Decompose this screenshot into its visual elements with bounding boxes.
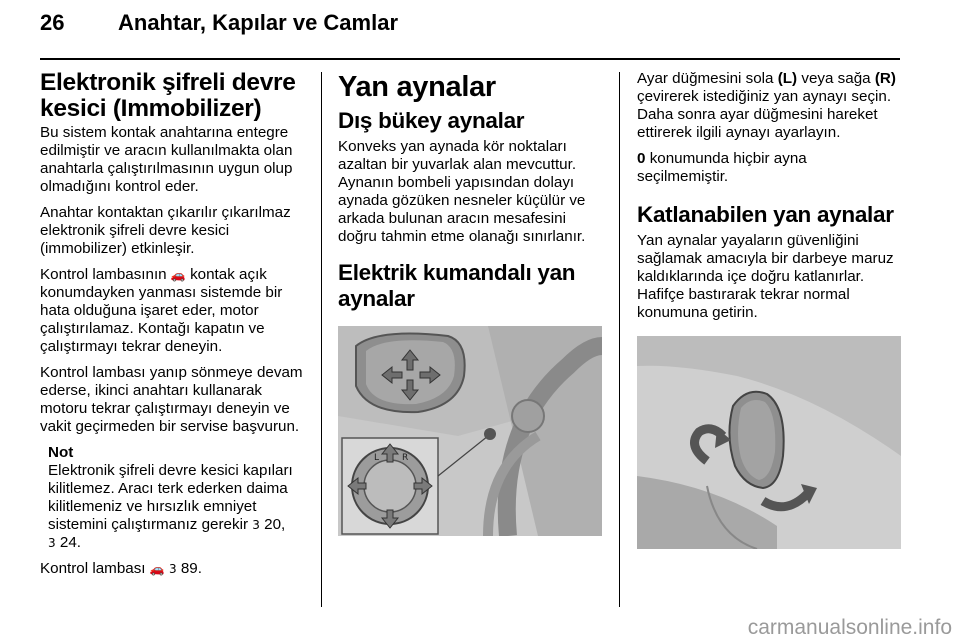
mirror-control-illustration — [338, 326, 602, 536]
immobilizer-paragraph-1: Bu sistem kontak anahtarına entegre edilmiştir ve aracın kullanılmakta olan anahtarla çalıştırılmasının uygun olup olmadığını kontrol eder. — [40, 124, 293, 195]
immobilizer-paragraph-5 — [40, 560, 308, 578]
immobilizer-paragraph-3 — [40, 266, 308, 356]
column-mirror-adjust — [637, 70, 901, 549]
key-warning-icon: 🚗 — [170, 268, 186, 282]
note-ref-2[interactable]: 24. — [59, 534, 81, 551]
convex-mirrors-paragraph: Konveks yan aynada kör noktaları azaltan bir yuvarlak alan mevcuttur. Aynanın bombeli yapısından dolayı aynada gözüken nesneler küçülür ve arkada bulunan aracın mesafesini doğru tahmin etme olanağı sınırlanır. — [338, 138, 586, 245]
reference-arrow-icon: 3 — [168, 562, 177, 576]
chapter-title: Anahtar, Kapılar ve Camlar — [118, 10, 399, 35]
column-divider-left — [321, 72, 322, 607]
watermark: carmanualsonline.info — [747, 616, 952, 639]
zero-label: 0 — [637, 150, 646, 167]
adjust-text-c: veya sağa — [801, 70, 871, 87]
knob-label-right: R — [402, 453, 409, 463]
folding-mirrors-paragraph: Yan aynalar yayaların güvenliğini sağlamak amacıyla bir darbeye maruz kaldıklarında içe doğru katlanırlar. Hafifçe bastırarak tekrar normal konumuna getirin. — [637, 232, 894, 321]
folding-mirror-figure — [637, 336, 901, 549]
p5-ref[interactable]: 89. — [180, 560, 202, 577]
p5-text: Kontrol lambası — [40, 560, 146, 577]
folding-mirrors-heading: Katlanabilen yan aynalar — [637, 202, 894, 227]
adjust-label-l: (L) — [777, 70, 798, 87]
note-ref-1[interactable]: 20, — [264, 516, 286, 533]
knob-label-left: L — [374, 453, 380, 463]
folding-mirror-illustration — [637, 336, 901, 549]
column-immobilizer — [40, 70, 308, 586]
note-text: Elektronik şifreli devre kesici kapıları kilitlemez. Aracı terk ederken daima kilitlemeniz ve hırsızlık emniyet sistemini çalıştırmanız gerekir — [48, 462, 293, 533]
zero-text: konumunda hiçbir ayna seçilmemiştir. — [637, 150, 807, 185]
immobilizer-paragraph-2: Anahtar kontaktan çıkarılır çıkarılmaz elektronik şifreli devre kesici (immobilizer) etkinleşir. — [40, 204, 291, 257]
side-mirrors-heading: Yan aynalar — [338, 71, 496, 103]
immobilizer-paragraph-4: Kontrol lambası yanıp sönmeye devam ederse, ikinci anahtarı kullanarak motoru tekrar çalıştırmayı deneyin ve vakit geçirmeden bir servise başvurun. — [40, 364, 303, 435]
mirror-control-figure — [338, 326, 602, 536]
electric-mirrors-heading: Elektrik kumandalı yan aynalar — [338, 260, 576, 311]
reference-arrow-icon: 3 — [48, 536, 56, 550]
key-warning-icon: 🚗 — [149, 562, 165, 576]
header-rule — [40, 58, 900, 60]
adjust-text-a: Ayar düğmesini sola — [637, 70, 774, 87]
adjust-paragraph — [637, 70, 901, 142]
column-side-mirrors — [338, 70, 606, 536]
column-divider-right — [619, 72, 620, 607]
adjust-label-r: (R) — [874, 70, 896, 87]
note-box — [48, 444, 308, 552]
adjust-text-e: çevirerek istediğiniz yan aynayı seçin. Daha sonra ayar düğmesini hareket ettirerek ilgili aynayı ayarlayın. — [637, 88, 892, 141]
immobilizer-heading: Elektronik şifreli devre kesici (Immobilizer) — [40, 69, 296, 122]
convex-mirrors-heading: Dış bükey aynalar — [338, 108, 525, 133]
p3-text-a: Kontrol lambasının — [40, 266, 167, 283]
p3-text-b: kontak açık konumdayken yanması sistemde bir hata olduğuna işaret eder, motor çalıştırılamaz. Kontağı kapatın ve çalıştırmayı tekrar deneyin. — [40, 266, 283, 355]
page-number: 26 — [40, 10, 65, 35]
reference-arrow-icon: 3 — [252, 518, 260, 532]
zero-position-paragraph — [637, 150, 901, 186]
note-title: Not — [48, 444, 74, 461]
